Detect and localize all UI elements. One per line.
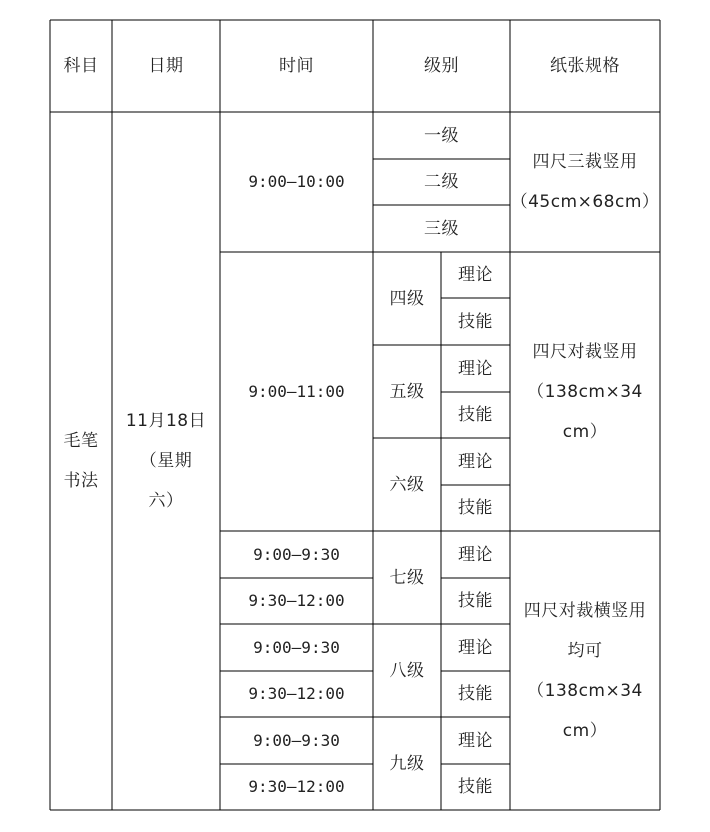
group3-level: 八级 (389, 660, 425, 681)
group3-theory-time: 9:00—9:30 (253, 730, 340, 750)
part-theory: 理论 (458, 451, 493, 472)
part-skill: 技能 (458, 405, 493, 425)
part-skill: 技能 (458, 684, 493, 704)
header-level: 级别 (424, 56, 459, 76)
paper-line: cm） (562, 421, 608, 442)
part-skill: 技能 (458, 591, 493, 611)
group2-level: 六级 (389, 474, 425, 495)
group1-level: 一级 (424, 125, 459, 146)
group2-level: 五级 (389, 381, 425, 402)
date-line: （星期 (139, 451, 193, 471)
group2-level: 四级 (389, 288, 425, 309)
part-skill: 技能 (458, 311, 493, 332)
subject-line: 书法 (63, 471, 99, 491)
part-theory: 理论 (458, 730, 493, 751)
part-theory: 理论 (458, 544, 493, 565)
paper-line: （138cm×34 (527, 381, 643, 402)
group2-time: 9:00—11:00 (248, 381, 345, 401)
group3-skill-time: 9:30—12:00 (248, 684, 345, 703)
date-line: 六） (148, 491, 184, 511)
group1-level: 二级 (424, 172, 459, 192)
group3-theory-time: 9:00—9:30 (253, 637, 340, 657)
group3-theory-time: 9:00—9:30 (253, 544, 340, 564)
paper-line: 四尺对裁横竖用 (523, 600, 647, 621)
part-theory: 理论 (458, 358, 493, 379)
header-subject: 科目 (63, 56, 99, 76)
header-date: 日期 (148, 56, 184, 76)
group1-paper (510, 112, 660, 252)
group3-level: 七级 (389, 567, 425, 588)
part-skill: 技能 (458, 498, 493, 518)
group3-paper (510, 531, 660, 810)
part-theory: 理论 (458, 637, 493, 658)
group1-level: 三级 (424, 218, 459, 239)
part-theory: 理论 (458, 265, 493, 285)
date-cell (112, 112, 220, 810)
part-skill: 技能 (458, 777, 493, 797)
paper-line: 均可 (567, 640, 603, 661)
header-paper: 纸张规格 (550, 56, 620, 76)
header-time: 时间 (279, 56, 314, 76)
date-line: 11月18日 (125, 411, 207, 431)
paper-line: cm） (562, 720, 608, 741)
subject-cell (50, 112, 112, 810)
group2-paper (510, 252, 660, 531)
paper-line: 四尺对裁竖用 (532, 341, 638, 362)
subject-line: 毛笔 (63, 431, 99, 451)
group1-time: 9:00—10:00 (248, 172, 345, 191)
group3-skill-time: 9:30—12:00 (248, 591, 345, 610)
group3-skill-time: 9:30—12:00 (248, 777, 345, 796)
paper-line: 四尺三裁竖用 (532, 152, 638, 172)
group3-level: 九级 (389, 753, 425, 774)
paper-line: （45cm×68cm） (510, 192, 660, 212)
paper-line: （138cm×34 (527, 680, 643, 701)
